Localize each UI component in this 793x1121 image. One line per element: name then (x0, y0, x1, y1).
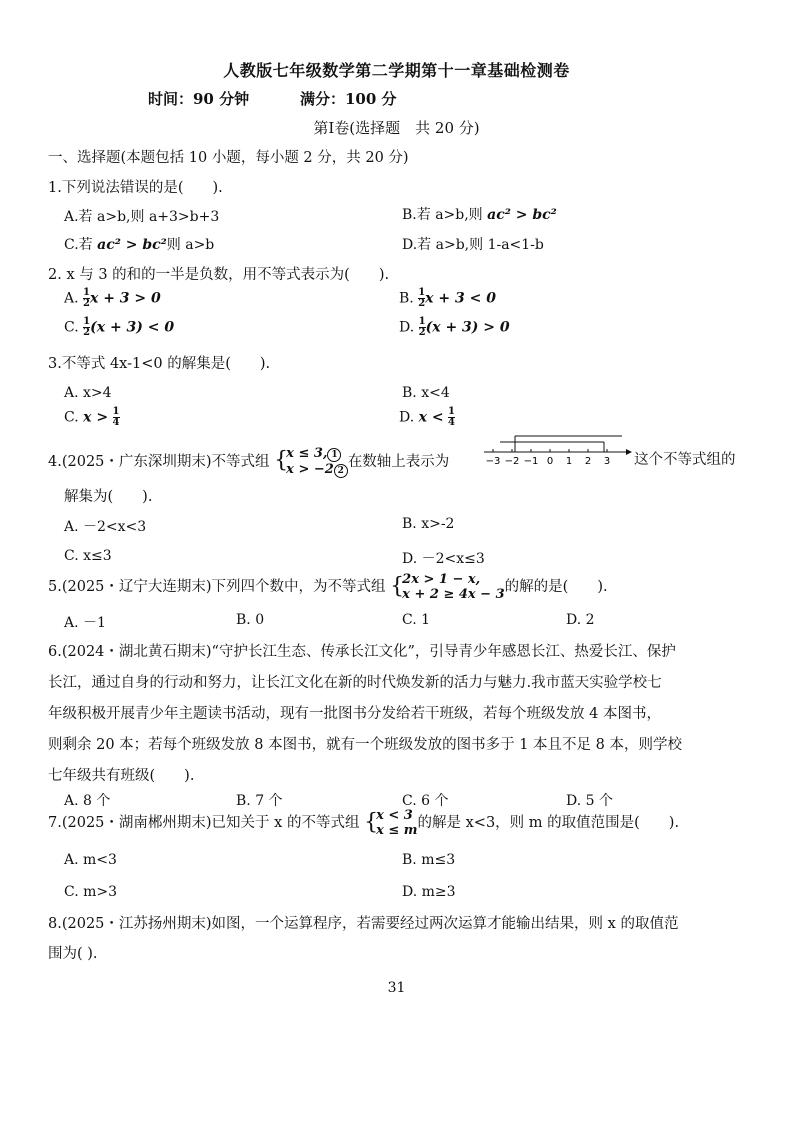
q6-line: 长江，通过自身的行动和努力，让长江文化在新的时代焕发新的活力与魅力.我市蓝天实验学校七 (48, 675, 662, 691)
number-line-tick-label: −2 (504, 456, 520, 467)
number-line-tick-label: 1 (565, 456, 573, 467)
q5-option-b: B. 0 (236, 612, 265, 628)
q2-option-d: D. $\frac{1}{2}$ (x + 3) > 0 (399, 316, 510, 338)
q4-option-a: A. －2<x<3 (64, 519, 147, 535)
q1-option-c: C.若 ac² > bc²则 a>b (64, 237, 215, 253)
q7-option-b: B. m≤3 (402, 852, 456, 868)
q6-line: 则剩余 20 本；若每个班级发放 8 本图书，就有一个班级发放的图书多于 1 本且不足 8 本，则学校 (48, 737, 682, 753)
question-3-stem: 3.不等式 4x-1<0 的解集是( ). (48, 356, 271, 372)
q6-line: 七年级共有班级( ). (48, 768, 195, 784)
number-line-tick-label: 2 (584, 456, 592, 467)
q4-stem-tail: 这个不等式组的 (634, 452, 736, 468)
q1-option-b: B.若 a>b,则 ac² > bc² (402, 207, 557, 223)
question-4-stem-line2: 解集为( ). (64, 489, 153, 505)
exam-title: 人教版七年级数学第二学期第十一章基础检测卷 (223, 61, 570, 80)
question-8-stem-line2: 围为( ). (48, 946, 98, 962)
q4-option-c: C. x≤3 (64, 548, 112, 564)
q2-option-c: C. $\frac{1}{2}$ (x + 3) < 0 (64, 316, 175, 338)
q6-line: 6.(2024・湖北黄石期末)“守护长江生态、传承长江文化”，引导青少年感恩长江、热爱长江、保护 (48, 644, 676, 660)
q3-option-b: B. x<4 (402, 385, 450, 401)
q1-option-d: D.若 a>b,则 1-a<1-b (402, 237, 544, 253)
question-2-stem: 2. x 与 3 的和的一半是负数，用不等式表示为( ). (48, 267, 390, 283)
q5-option-a: A. －1 (64, 615, 106, 631)
q7-option-a: A. m<3 (64, 852, 117, 868)
q4-inequality-system: { x ≤ 3, 1 x > −2 2 (274, 446, 348, 478)
q1-option-a: A.若 a>b,则 a+3>b+3 (64, 209, 220, 225)
exam-score: 满分：100 分 (300, 90, 397, 108)
question-4-stem: 4.(2025・广东深圳期末)不等式组 { x ≤ 3, 1 x > −2 2 在数轴上表示为 (48, 446, 450, 477)
section-heading: 第Ⅰ卷(选择题 共 20 分) (313, 119, 480, 137)
question-8-stem: 8.(2025・江苏扬州期末)如图，一个运算程序，若需要经过两次运算才能输出结果，则 x 的取值范 (48, 916, 679, 932)
question-1-stem: 1.下列说法错误的是( ). (48, 180, 223, 196)
q2-option-a: A. $\frac{1}{2}$ x + 3 > 0 (64, 287, 161, 309)
q4-option-d: D. －2<x≤3 (402, 551, 485, 567)
q4-option-b: B. x>-2 (402, 516, 455, 532)
q7-option-c: C. m>3 (64, 884, 118, 900)
part-heading: 一、选择题(本题包括 10 小题，每小题 2 分，共 20 分) (48, 150, 409, 166)
q6-option-b: B. 7 个 (236, 793, 283, 809)
q5-option-c: C. 1 (402, 612, 431, 628)
q4-number-line (480, 432, 632, 468)
q7-option-d: D. m≥3 (402, 884, 456, 900)
question-6-stem (48, 637, 748, 792)
q3-option-c: C. x > $\frac{1}{4}$ (64, 406, 120, 428)
number-line-tick-label: −3 (485, 456, 501, 467)
q3-option-a: A. x>4 (64, 385, 112, 401)
q6-option-d: D. 5 个 (566, 793, 613, 809)
question-5-stem: 5.(2025・辽宁大连期末)下列四个数中，为不等式组 { 2x > 1 − x, x + 2 ≥ 4x − 3 的解的是( ). (48, 572, 608, 602)
q3-option-d: D. x < $\frac{1}{4}$ (399, 406, 456, 428)
q6-line: 年级积极开展青少年主题读书活动，现有一批图书分发给若干班级，若每个班级发放 4 本图书， (48, 706, 661, 722)
question-7-stem: 7.(2025・湖南郴州期末)已知关于 x 的不等式组 { x < 3 x ≤ m 的解是 x<3，则 m 的取值范围是( ). (48, 808, 680, 838)
exam-time: 时间：90 分钟 (148, 90, 250, 108)
q6-option-c: C. 6 个 (402, 793, 449, 809)
number-line-tick-label: −1 (523, 456, 539, 467)
q5-inequality-system: { 2x > 1 − x, x + 2 ≥ 4x − 3 (390, 572, 505, 602)
number-line-tick-label: 0 (546, 456, 554, 467)
number-line-tick-label: 3 (603, 456, 611, 467)
q2-option-b: B. $\frac{1}{2}$ x + 3 < 0 (399, 287, 496, 309)
page-number: 31 (387, 980, 406, 996)
q7-inequality-system: { x < 3 x ≤ m (364, 808, 418, 838)
q6-option-a: A. 8 个 (64, 793, 111, 809)
q5-option-d: D. 2 (566, 612, 595, 628)
